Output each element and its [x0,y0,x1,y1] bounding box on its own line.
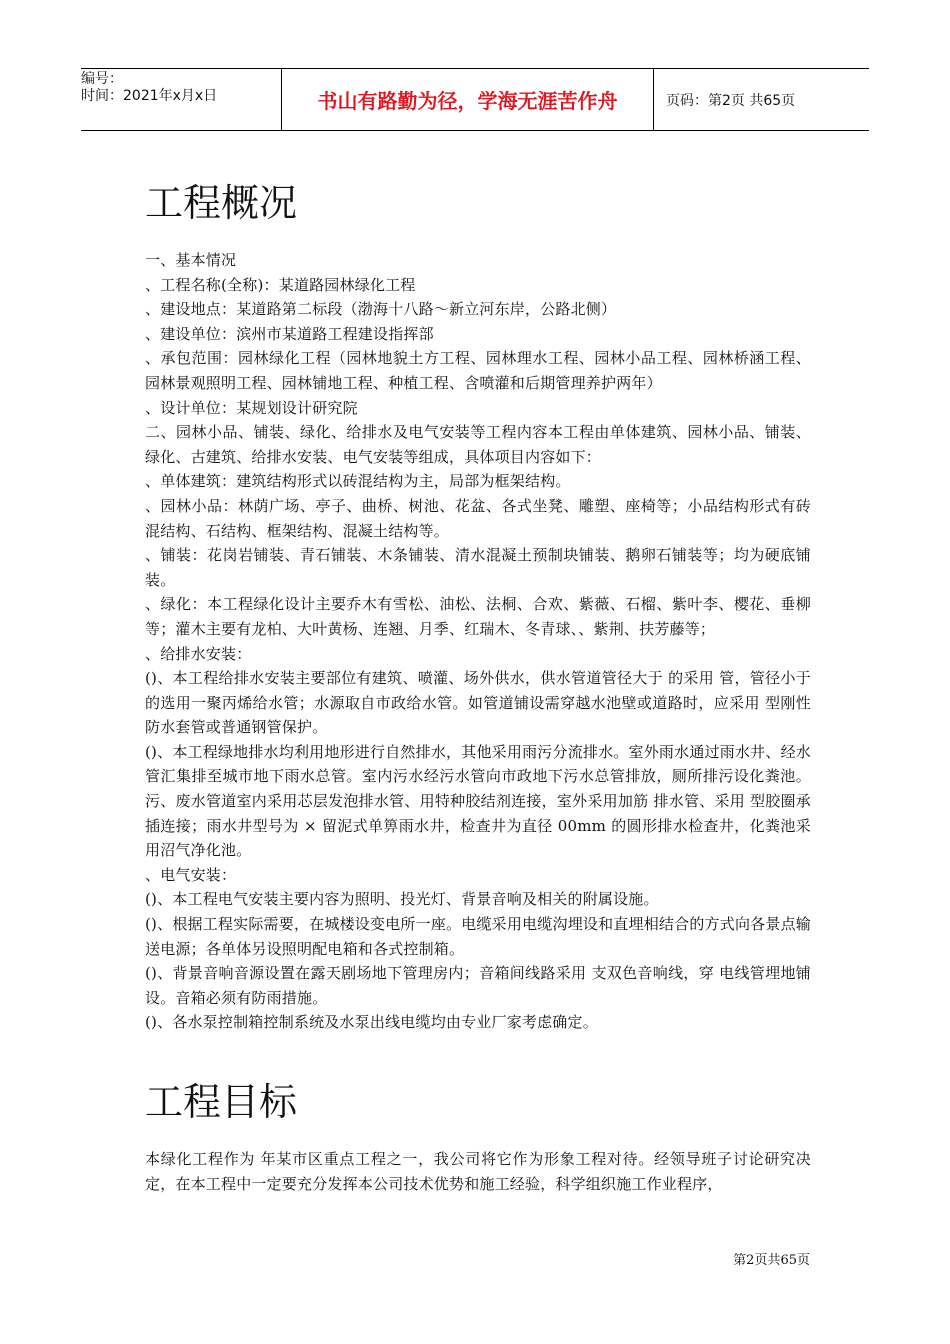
paragraph: 、承包范围：园林绿化工程（园林地貌土方工程、园林理水工程、园林小品工程、园林桥涵工程、园林景观照明工程、园林铺地工程、种植工程、含喷灌和后期管理养护两年） [145,349,811,392]
paragraph: ()、各水泵控制箱控制系统及水泵出线电缆均由专业厂家考虑确定。 [145,1013,598,1032]
paragraph: 、给排水安装： [145,644,252,663]
paragraph: 、绿化：本工程绿化设计主要乔木有雪松、油松、法桐、合欢、紫薇、石榴、紫叶李、樱花、垂柳等；灌木主要有龙柏、大叶黄杨、连翘、月季、红瑞木、冬青球、、紫荆、扶芳藤等； [145,595,811,638]
number-label: 编号： [81,71,123,87]
paragraph: 一、基本情况 [145,251,237,269]
paragraph: 、设计单位：某规划设计研究院 [145,398,358,417]
paragraph: 、建设地点：某道路第二标段（渤海十八路～新立河东岸，公路北侧） [145,300,617,319]
paragraph: ()、根据工程实际需要，在城楼设变电所一座。电缆采用电缆沟埋设和直埋相结合的方式向各景点输送电源；各单体另设照明配电箱和各式控制箱。 [145,915,811,958]
paragraph: 、建设单位：滨州市某道路工程建设指挥部 [145,324,434,343]
time-label: 时间：2021年x月x日 [81,88,218,104]
header-page-label: 页码：第2页 共65页 [666,92,796,109]
paragraph: 、电气安装： [145,865,237,884]
paragraph: ()、本工程绿地排水均利用地形进行自然排水，其他采用雨污分流排水。室外雨水通过雨水井、经水管汇集排至城市地下雨水总管。室内污水经污水管向市政地下污水总管排放，厕所排污设化粪池。污、废水管道室内采用芯层发泡排水管、用特种胶结剂连接，室外采用加筋 排水管、采用 型胶圈承插连接；雨水井型号为 × 留泥式单箅雨水井，检查井为直径 00mm 的圆形排水检查井，化粪池采用沼气净化池。 [145,742,811,860]
paragraph: 、单体建筑：建筑结构形式以砖混结构为主，局部为框架结构。 [145,472,571,491]
page-footer: 第2页共65页 [733,1253,810,1268]
paragraph: 、铺装：花岗岩铺装、青石铺装、木条铺装、清水混凝土预制块铺装、鹅卵石铺装等；均为硬底铺装。 [145,546,811,589]
paragraph: 二、园林小品、铺装、绿化、给排水及电气安装等工程内容本工程由单体建筑、园林小品、铺装、绿化、古建筑、给排水安装、电气安装等组成，具体项目内容如下： [145,423,811,466]
page-header [81,68,869,131]
paragraph: ()、背景音响音源设置在露天剧场地下管理房内；音箱间线路采用 支双色音响线，穿 电线管埋地铺设。音箱必须有防雨措施。 [145,964,811,1007]
section-overview-body [145,248,811,1035]
section-title-overview: 工程概况 [145,181,298,225]
section-title-goals: 工程目标 [145,1080,298,1124]
document-body [145,176,811,1196]
section-goals-body [145,1147,811,1196]
paragraph: ()、本工程给排水安装主要部位有建筑、喷灌、场外供水，供水管道管径大于 的采用 管，管径小于 的选用一聚丙烯给水管；水源取自市政给水管。如管道铺设需穿越水池壁或道路时，应采用 型刚性防水套管或普通钢管保护。 [145,669,811,737]
paragraph: 本绿化工程作为 年某市区重点工程之一，我公司将它作为形象工程对待。经领导班子讨论研究决定，在本工程中一定要充分发挥本公司技术优势和施工经验，科学组织施工作业程序， [145,1150,811,1193]
paragraph: ()、本工程电气安装主要内容为照明、投光灯、背景音响及相关的附属设施。 [145,890,659,909]
header-motto: 书山有路勤为径，学海无涯苦作舟 [282,69,654,130]
paragraph: 、工程名称(全称)：某道路园林绿化工程 [145,275,416,294]
header-meta [81,69,282,130]
paragraph: 、园林小品：林荫广场、亭子、曲桥、树池、花盆、各式坐凳、雕塑、座椅等；小品结构形式有砖混结构、石结构、框架结构、混凝土结构等。 [145,496,811,540]
